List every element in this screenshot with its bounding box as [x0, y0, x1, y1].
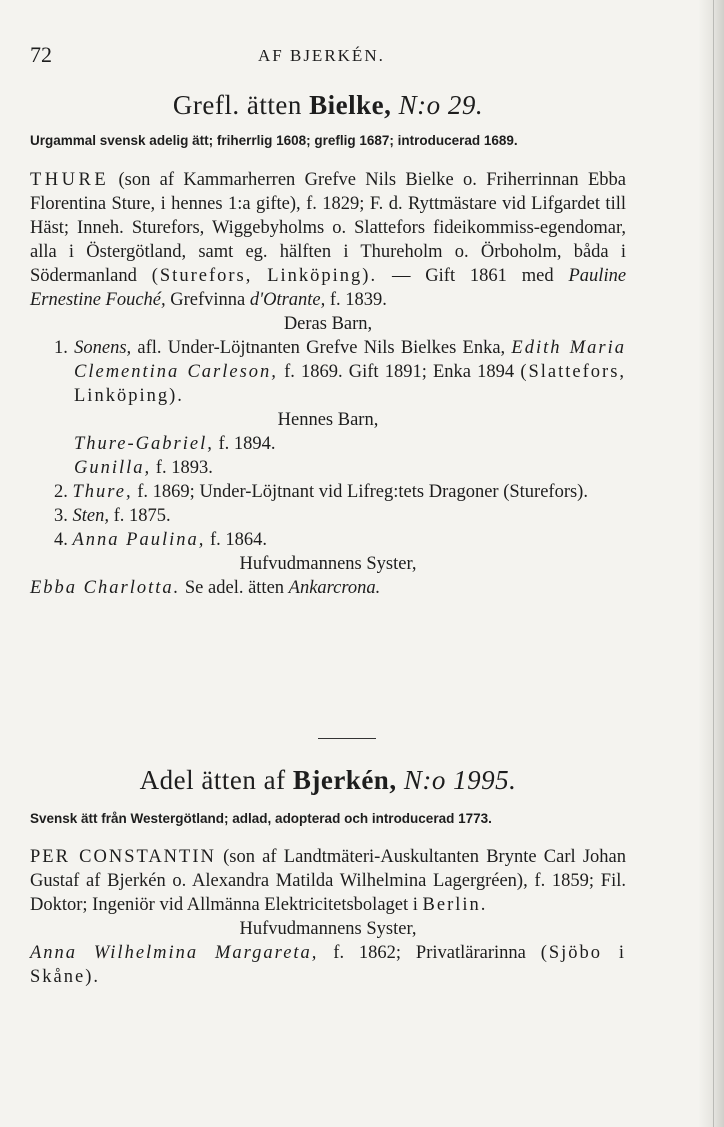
her-children-label: Hennes Barn,	[277, 410, 379, 430]
child-text: f. 1869; Under-Löjtnant vid Lifreg:tets Dragoner (Sturefors).	[137, 482, 588, 502]
title-prefix: Grefl. ätten	[172, 90, 310, 120]
child-name: Sten,	[72, 506, 109, 526]
grandchild-born: f. 1893.	[155, 458, 213, 478]
page-number: 72	[30, 42, 52, 67]
sister-name: Ebba Charlotta.	[30, 578, 181, 598]
residence-place-2: Linköping).	[267, 266, 378, 286]
child-number: 1.	[54, 338, 68, 358]
sister-entry	[30, 576, 626, 600]
sister-label: Hufvudmannens Syster,	[239, 919, 417, 939]
section-title-bjerken	[30, 765, 626, 796]
children-label: Deras Barn,	[283, 314, 373, 334]
grandchild-entry-1	[30, 432, 626, 456]
sister-name: Anna Wilhelmina Margareta,	[30, 943, 319, 963]
residence-place-1: (Sturefors,	[151, 266, 253, 286]
child-text: f. 1875.	[113, 506, 171, 526]
section-divider	[318, 738, 376, 739]
wife-house: d'Otrante,	[249, 290, 326, 310]
title-number: N:o 29.	[398, 90, 484, 120]
head-of-family-text: (son af Landtmäteri-Auskultanten Brynte Carl Johan Gustaf af Bjerkén o. Alexandra Matilda Wilhelmina Lagergréen), f. 1859; Fil. Doktor; Ingeniör vid Allmänna Elektricitetsbolaget i	[30, 847, 627, 915]
head-of-family-name: THURE	[30, 170, 110, 190]
title-prefix: Adel ätten af	[139, 765, 293, 795]
child-name: Anna Paulina,	[72, 530, 206, 550]
residence-place: Berlin.	[422, 895, 488, 915]
marriage-text: — Gift 1861 med	[391, 266, 554, 286]
widow-residence: (Slattefors, Linköping).	[74, 362, 627, 406]
child-name: Thure,	[72, 482, 133, 502]
wife-name: Pauline Ernestine Fouché,	[30, 266, 627, 310]
sister-entry	[30, 941, 626, 989]
widow-name: Edith Maria Clementina Carleson,	[74, 338, 626, 382]
child-text: afl. Under-Löjtnanten Grefve Nils Bielkes Enka,	[137, 338, 506, 358]
wife-title: Grefvinna	[170, 290, 246, 310]
child-name: Sonens,	[74, 338, 132, 358]
child-entry-2	[30, 480, 626, 504]
sister-text: f. 1862; Privatlärarinna	[333, 943, 526, 963]
title-family-name: Bjerkén,	[292, 765, 397, 795]
entry-bielke	[30, 168, 626, 600]
child-number: 4.	[54, 530, 68, 550]
title-number: N:o 1995.	[403, 765, 517, 795]
child-entry-4	[30, 528, 626, 552]
child-number: 2.	[54, 482, 68, 502]
sister-family: Ankarcrona.	[288, 578, 381, 598]
section-subhead-bjerken: Svensk ätt från Westergötland; adlad, adopterad och introducerad 1773.	[30, 811, 492, 826]
child-text: f. 1864.	[210, 530, 268, 550]
page-header	[30, 42, 630, 70]
section-title-bielke	[30, 90, 626, 121]
head-of-family-name: PER CONSTANTIN	[30, 847, 216, 867]
grandchild-name: Gunilla,	[74, 458, 152, 478]
widow-born: f. 1869. Gift 1891; Enka 1894	[284, 362, 515, 382]
sister-label: Hufvudmannens Syster,	[239, 554, 417, 574]
entry-bjerken	[30, 845, 626, 989]
sister-text: Se adel. ätten	[184, 578, 285, 598]
page-edge-shadow	[698, 0, 724, 1127]
wife-born: f. 1839.	[329, 290, 387, 310]
title-family-name: Bielke,	[309, 90, 392, 120]
section-subhead-bielke: Urgammal svensk adelig ätt; friherrlig 1608; greflig 1687; introducerad 1689.	[30, 133, 518, 148]
grandchild-born: f. 1894.	[218, 434, 276, 454]
running-head: AF BJERKÉN.	[258, 46, 385, 65]
grandchild-name: Thure-Gabriel,	[74, 434, 214, 454]
child-entry-3	[30, 504, 626, 528]
head-of-family-text: (son af Kammarherren Grefve Nils Bielke o. Friherrinnan Ebba Florentina Sture, i hennes 1:a gifte), f. 1829; F. d. Ryttmästare vid Lifgardet till Häst; Inneh. Sturefors, Wiggebyholms o. Slattefors fideikommiss-egendomar, alla i Östergötland, samt eg. hälften i Thureholm o. Örboholm, båda i Södermanland	[30, 170, 626, 286]
sister-residence: (Sjöbo i Skåne).	[30, 943, 627, 987]
child-number: 3.	[54, 506, 68, 526]
child-entry-1	[30, 336, 626, 408]
page-edge-line	[713, 0, 714, 1127]
grandchild-entry-2	[30, 456, 626, 480]
